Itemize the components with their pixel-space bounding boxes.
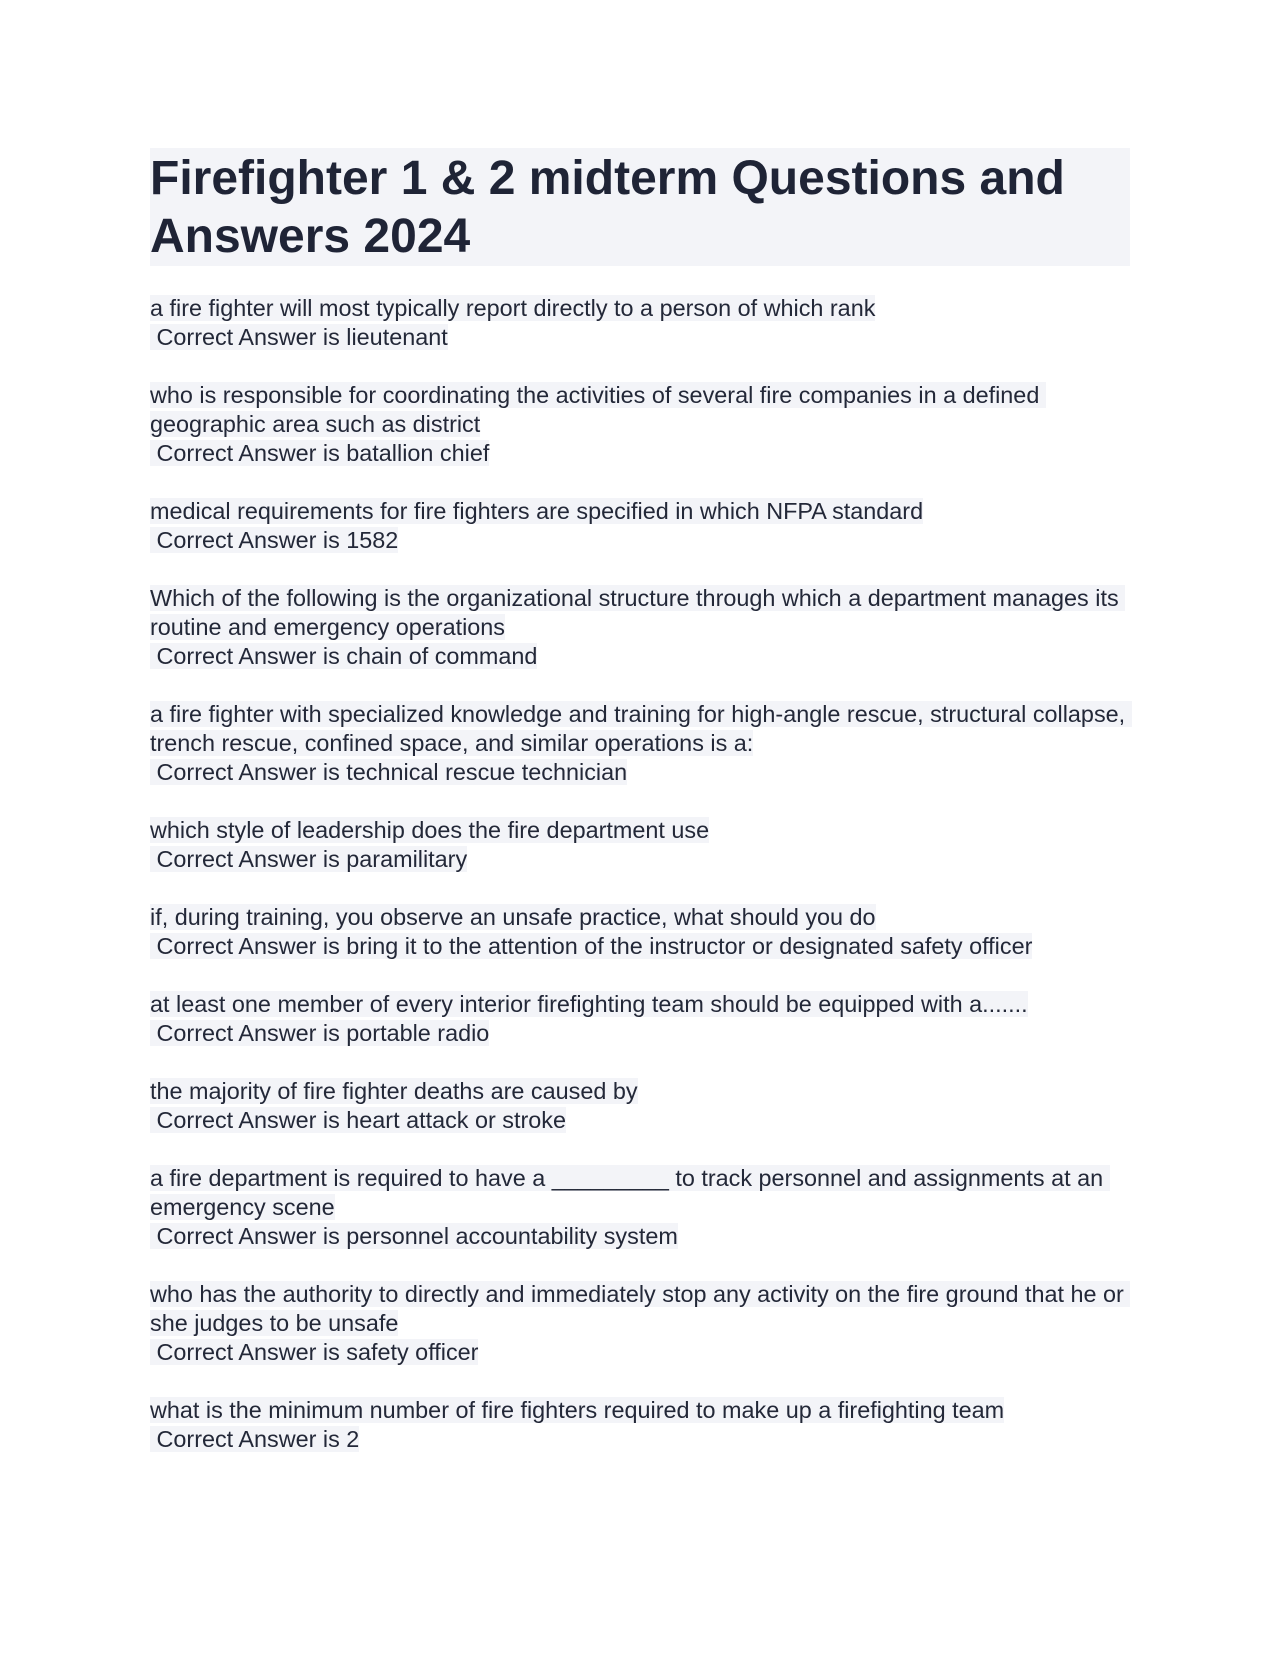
question-text: a fire department is required to have a _________ to track personnel and assignments at an emergency scene: [150, 1165, 1110, 1220]
answer-text: lieutenant: [346, 324, 448, 350]
answer-text: 2: [346, 1426, 360, 1452]
answer-prefix: Correct Answer is: [150, 1107, 347, 1133]
qa-item: [150, 294, 1130, 352]
qa-item: [150, 1396, 1130, 1454]
qa-item: [150, 700, 1130, 787]
answer-text: chain of command: [346, 643, 538, 669]
answer-text: paramilitary: [346, 846, 468, 872]
answer-text: heart attack or stroke: [346, 1107, 566, 1133]
answer-text: batallion chief: [346, 440, 490, 466]
answer-prefix: Correct Answer is: [150, 759, 347, 785]
qa-item: [150, 903, 1130, 961]
answer-prefix: Correct Answer is: [150, 440, 347, 466]
answer-prefix: Correct Answer is: [150, 1339, 347, 1365]
answer-prefix: Correct Answer is: [150, 527, 347, 553]
document-title: Firefighter 1 & 2 midterm Questions and Answers 2024: [150, 148, 1130, 266]
answer-prefix: Correct Answer is: [150, 643, 347, 669]
qa-item: [150, 990, 1130, 1048]
answer-text: technical rescue technician: [346, 759, 628, 785]
answer-prefix: Correct Answer is: [150, 324, 347, 350]
answer-prefix: Correct Answer is: [150, 1223, 347, 1249]
qa-item: [150, 1077, 1130, 1135]
qa-item: [150, 1164, 1130, 1251]
question-text: at least one member of every interior firefighting team should be equipped with a.......: [150, 991, 1028, 1017]
question-text: Which of the following is the organizational structure through which a department manages its routine and emergency operations: [150, 585, 1126, 640]
qa-item: [150, 584, 1130, 671]
answer-text: personnel accountability system: [346, 1223, 678, 1249]
question-text: what is the minimum number of fire fighters required to make up a firefighting team: [150, 1397, 1005, 1423]
answer-prefix: Correct Answer is: [150, 846, 347, 872]
qa-list: [150, 294, 1130, 1454]
answer-text: 1582: [346, 527, 399, 553]
qa-item: [150, 1280, 1130, 1367]
answer-text: bring it to the attention of the instructor or designated safety officer: [346, 933, 1033, 959]
question-text: which style of leadership does the fire department use: [150, 817, 710, 843]
answer-text: portable radio: [346, 1020, 490, 1046]
answer-text: safety officer: [346, 1339, 479, 1365]
qa-item: [150, 381, 1130, 468]
question-text: the majority of fire fighter deaths are caused by: [150, 1078, 638, 1104]
answer-prefix: Correct Answer is: [150, 933, 347, 959]
document-page: [150, 148, 1130, 1483]
question-text: a fire fighter will most typically report directly to a person of which rank: [150, 295, 876, 321]
answer-prefix: Correct Answer is: [150, 1426, 347, 1452]
question-text: medical requirements for fire fighters are specified in which NFPA standard: [150, 498, 924, 524]
qa-item: [150, 816, 1130, 874]
question-text: who is responsible for coordinating the activities of several fire companies in a defined geographic area such as district: [150, 382, 1046, 437]
question-text: if, during training, you observe an unsafe practice, what should you do: [150, 904, 876, 930]
question-text: who has the authority to directly and immediately stop any activity on the fire ground that he or she judges to be unsafe: [150, 1281, 1131, 1336]
question-text: a fire fighter with specialized knowledge and training for high-angle rescue, structural collapse, trench rescue, confined space, and similar operations is a:: [150, 701, 1132, 756]
answer-prefix: Correct Answer is: [150, 1020, 347, 1046]
qa-item: [150, 497, 1130, 555]
